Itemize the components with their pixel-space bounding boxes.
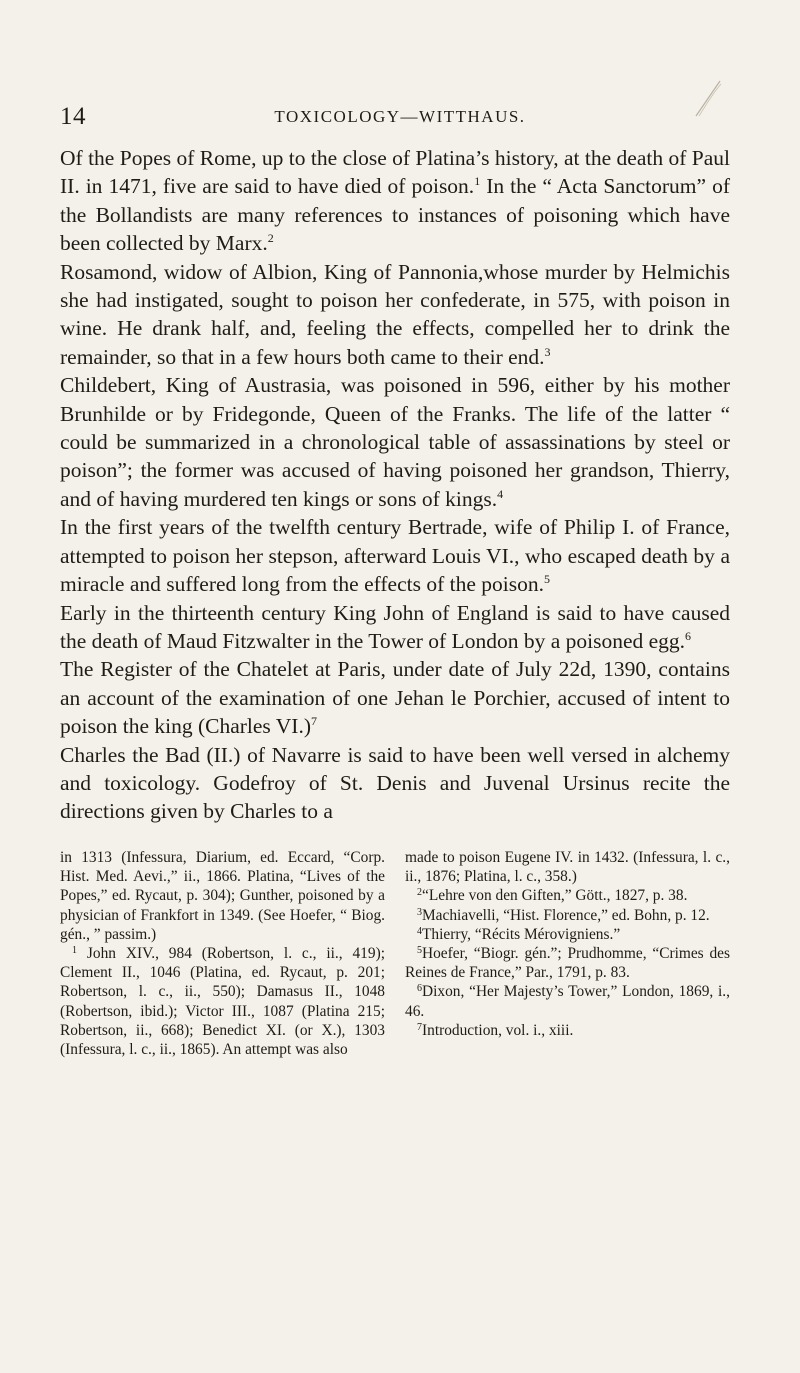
page-number: 14 bbox=[60, 103, 86, 130]
footnote-continuation: in 1313 (Infessura, Diarium, ed. Eccard, “Corp. Hist. Med. Aevi.,” ii., 1866. Platina, “Lives of the Popes,” ed. Rycaut, p. 304); Gunther, poisoned by a physician of Frankfort in 1349. (See Hoefer, “ Biog. gén., ” passim.) bbox=[60, 849, 385, 943]
footnote-4: $^4$Thierry, “Récits Mérovigniens.” bbox=[417, 925, 621, 943]
footnotes-right-column bbox=[405, 848, 730, 1059]
footnote-3: $^3$Machiavelli, “Hist. Florence,” ed. Bohn, p. 12. bbox=[417, 906, 710, 924]
paragraph-king-john: Early in the thirteenth century King John of England is said to have caused the death of Maud Fitzwalter in the Tower of London by a poisoned egg.$^6$ bbox=[60, 600, 730, 653]
running-head bbox=[50, 103, 750, 143]
footnote-continuation: made to poison Eugene IV. in 1432. (Infessura, l. c., ii., 1876; Platina, l. c., 358.) bbox=[405, 849, 730, 886]
paragraph-chatelet: The Register of the Chatelet at Paris, under date of July 22d, 1390, contains an account of the examination of one Jehan le Porchier, accused of intent to poison the king (Charles VI.)$^7$ bbox=[60, 657, 730, 739]
paragraph-charles-the-bad: Charles the Bad (II.) of Navarre is said to have been well versed in alchemy and toxicology. Godefroy of St. Denis and Juvenal Ursinus recite the directions given by Charles to a bbox=[60, 742, 730, 824]
footnote-2: $^2$“Lehre von den Giften,” Gött., 1827, p. 38. bbox=[417, 887, 688, 905]
footnote-6: $^6$Dixon, “Her Majesty’s Tower,” London, 1869, i., 46. bbox=[405, 983, 730, 1020]
paragraph-rosamond: Rosamond, widow of Albion, King of Pannonia,whose murder by Helmichis she had instigated, sought to poison her confederate, in 575, with poison in wine. He drank half, and, feeling the effects, compelled her to drink the remainder, so that in a few hours both came to their end.$^3$ bbox=[60, 259, 730, 369]
footnote-7: $^7$Introduction, vol. i., xiii. bbox=[417, 1021, 574, 1039]
paragraph-childebert: Childebert, King of Austrasia, was poisoned in 596, either by his mother Brunhilde or by Fridegonde, Queen of the Franks. The life of the latter “ could be summarized in a chronological table of assassinations by steel or poison”; the former was accused of having poisoned her grandson, Thierry, and of having murdered ten kings or sons of kings.$^4$ bbox=[60, 373, 730, 511]
body-text bbox=[60, 144, 730, 826]
footnotes bbox=[60, 848, 730, 1059]
footnote-1: $^1$ John XIV., 984 (Robertson, l. c., ii., 419); Clement II., 1046 (Platina, ed. Rycaut, p. 201; Robertson, l. c., ii., 550); Damasus II., 1048 (Robertson, ibid.); Victor III., 1087 (Platina 215; Robertson, ii., 668); Benedict XI. (or X.), 1303 (Infessura, l. c., ii., 1865). An attempt was also bbox=[60, 945, 385, 1059]
running-title: TOXICOLOGY—WITTHAUS. bbox=[274, 107, 526, 126]
footnotes-left-column bbox=[60, 848, 385, 1059]
paragraph-popes: Of the Popes of Rome, up to the close of Platina’s history, at the death of Paul II. in 1471, five are said to have died of poison.$^1$ In the “ Acta Sanctorum” of the Bollandists are many references to instances of poisoning which have been collected by Marx.$^2$ bbox=[60, 146, 730, 256]
footnote-5: $^5$Hoefer, “Biogr. gén.”; Prudhomme, “Crimes des Reines de France,” Par., 1791, p. 83. bbox=[405, 945, 730, 982]
paragraph-bertrade: In the first years of the twelfth century Bertrade, wife of Philip I. of France, attempted to poison her stepson, afterward Louis VI., who escaped death by a miracle and suffered long from the effects of the poison.$^5$ bbox=[60, 515, 730, 597]
